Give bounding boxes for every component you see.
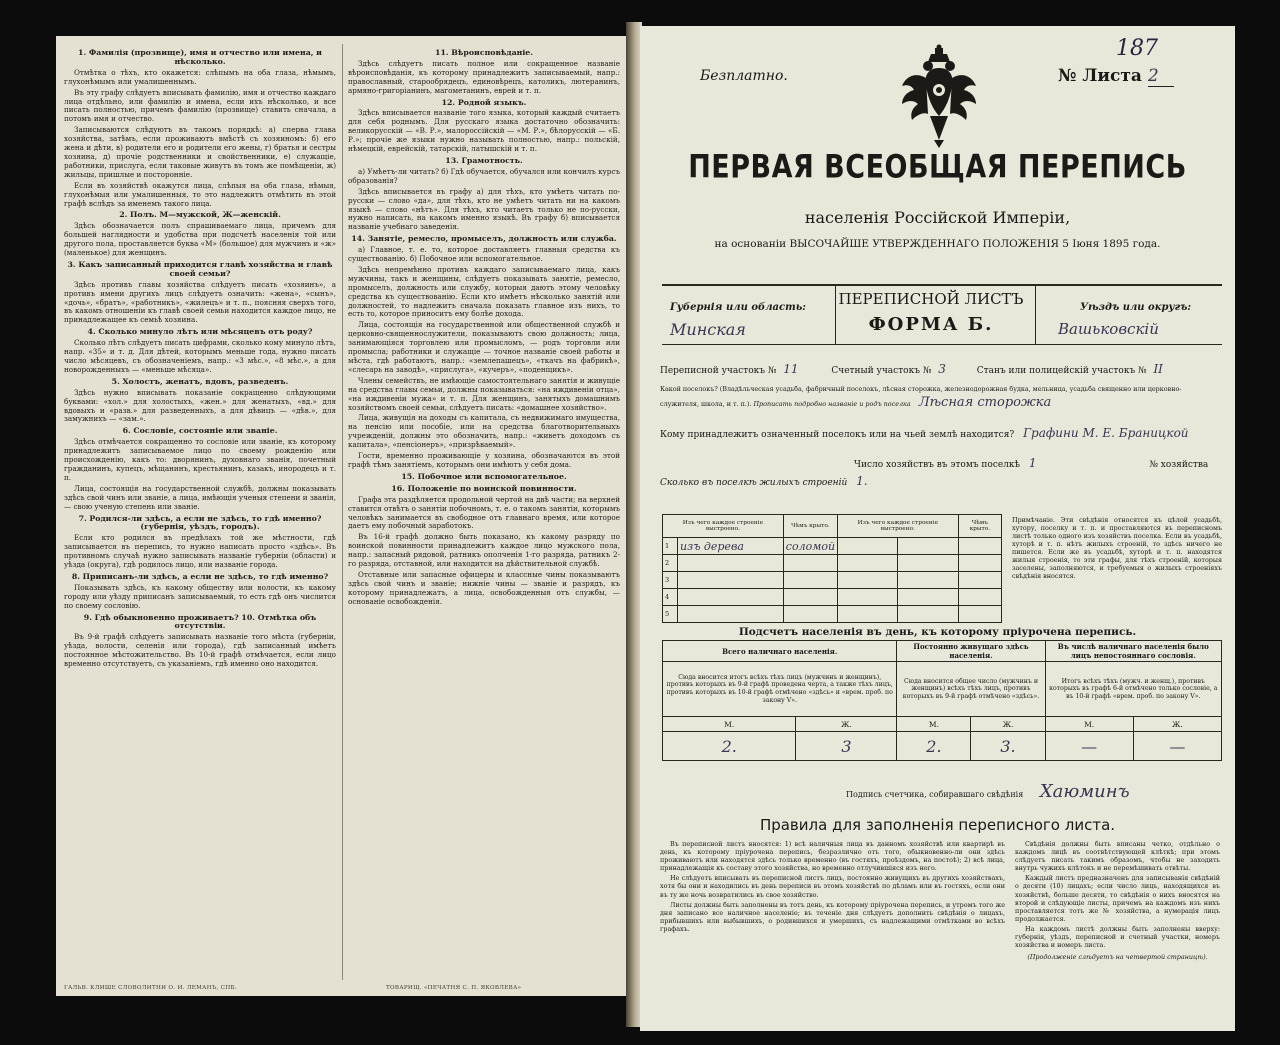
sector-value: 11: [783, 362, 799, 376]
rules-title: Правила для заполненія переписного листа.: [759, 816, 1116, 834]
building-empty-cell: [898, 572, 958, 589]
population-value: 3.: [971, 732, 1045, 761]
sector-label: Переписной участокъ №: [660, 366, 777, 376]
population-m-1: М.: [663, 717, 796, 732]
printer-credit-1: ГАЛЬВ. КЛИШЕ СЛОВОЛИТНИ О. И. ЛЕМАНЪ, СПБ.: [64, 985, 238, 991]
instruction-heading: 7. Родился-ли здѣсь, а если не здѣсь, то гдѣ именно? (губернія, уѣздъ, городъ).: [78, 513, 322, 532]
population-zh-3: Ж.: [1133, 717, 1221, 732]
header-bottom-rule: [662, 344, 1222, 345]
instruction-heading: 5. Холостъ, женатъ, вдовъ, разведенъ.: [111, 376, 289, 386]
sheet-number: [1058, 66, 1174, 87]
printer-credit-2: ТОВАРИЩ. «ПЕЧАТНЯ С. П. ЯКОВЛЕВА»: [386, 985, 522, 991]
instruction-paragraph: Здѣсь непремѣнно противъ каждаго записываемаго лица, какъ мужчины, такъ и женщины, слѣдуетъ показывать занятіе, ремесло, промыселъ, должность или службу, которыя даютъ этому человѣку средства къ существованію. Если кто имѣетъ нѣсколько занятій или должностей, то надлежитъ сначала показать главное изъ нихъ, то есть то, которое приноситъ ему болѣе дохода.: [348, 264, 620, 319]
instruction-paragraph: Графа эта раздѣляется продольной чертой на двѣ части; на верхней ставится отвѣтъ о занятіи побочномъ, т. е. о такомъ занятіи, которымъ человѣкъ занимается въ свободное отъ главнаго время, или которое даетъ ему побочный заработокъ.: [348, 494, 620, 531]
building-roof: [783, 555, 837, 572]
instruction-heading: 13. Грамотность.: [445, 155, 523, 165]
instruction-heading: 1. Фамилія (прозвище), имя и отчество или имена, и нѣсколько.: [78, 48, 322, 66]
rules-continuation: (Продолженіе слѣдуетъ на четвертой страницѣ).: [1027, 953, 1208, 962]
buildings-row: [663, 572, 1002, 589]
building-roof: [783, 572, 837, 589]
double-headed-eagle-icon: [898, 42, 980, 152]
census-decree: на основаніи ВЫСОЧАЙШЕ УТВЕРЖДЕННАГО ПОЛОЖЕНІЯ 5 Іюня 1895 года.: [714, 238, 1161, 250]
buildings-row: [663, 538, 1002, 555]
instruction-heading: 9. Гдѣ обыкновенно проживаетъ? 10. Отмѣтка объ отсутствіи.: [83, 612, 317, 631]
rule-paragraph: Не слѣдуетъ вписывать въ переписной листъ лицъ, постоянно живущихъ въ другихъ хозяйствахъ, хотя бы они и находились въ день переписи въ этомъ хозяйствѣ по дѣламъ или въ гостяхъ, если они въ ту же ночь возвратились въ свое хозяйство.: [660, 874, 1005, 899]
instruction-paragraph: а) Главное, т. е. то, которое доставляетъ главныя средства къ существованію. б) Побочное или вспомогательное.: [348, 245, 620, 264]
population-zh-2: Ж.: [971, 717, 1045, 732]
buildings-header-material-2: Изъ чего каждое строеніе выстроено.: [838, 515, 959, 538]
population-value: —: [1133, 732, 1221, 761]
instruction-heading: 6. Сословіе, состояніе или званіе.: [122, 426, 278, 436]
instruction-paragraph: Здѣсь нужно вписывать показаніе сокращенно слѣдующими буквами: «хол.» для холостыхъ, «жен.» для женатыхъ, «вд.» для вдовыхъ и «разв.» для разведенныхъ, а для дѣвицъ — «дѣв.», для замужнихъ — «зам.».: [64, 387, 336, 424]
building-roof: [783, 589, 837, 606]
instruction-paragraph: Въ 16-й графѣ должно быть показано, къ какому разряду по воинской повинности принадлежитъ каждое лицо мужского пола, напр.: запасный рядовой, ратникъ ополченія 1-го разряда, ратникъ 2-го разряда, отставной, или находится на дѣйствительной службѣ.: [348, 532, 620, 569]
population-header-total: Всего наличнаго населенія.: [663, 641, 897, 662]
building-empty-cell: [898, 606, 958, 623]
building-roof: [783, 606, 837, 623]
households-line: [854, 456, 1208, 470]
population-m-3: М.: [1045, 717, 1133, 732]
buildings-line: [660, 474, 868, 488]
instruction-heading: 2. Полъ. М—мужской, Ж—женскій.: [119, 210, 281, 220]
census-subtitle: населенія Россійской Имперіи,: [804, 208, 1071, 227]
building-number: 1: [663, 538, 678, 555]
population-m-2: М.: [897, 717, 971, 732]
building-empty-cell: [838, 555, 898, 572]
rules-column-2: [1015, 840, 1220, 961]
building-empty-cell: [838, 606, 898, 623]
population-value: 3: [796, 732, 897, 761]
building-empty-cell: [898, 555, 958, 572]
population-header-temporary: Въ числѣ наличнаго населенія было лицъ непостояннаго сословія.: [1045, 641, 1221, 662]
building-roof: соломой: [783, 538, 837, 555]
building-empty-cell: [898, 538, 958, 555]
population-desc-temporary: Итогъ всѣхъ тѣхъ (мужч. и женщ.), противъ которыхъ въ графѣ 6-й отмѣчено только сословіе, а въ 10-й графѣ «врем. проб. по закону V».: [1045, 662, 1221, 717]
instruction-paragraph: Сколько лѣтъ слѣдуетъ писать цифрами, сколько кому минуло лѣтъ, напр. «35» и т. д. Для дѣтей, которымъ меньше года, нужно писать число мѣсяцевъ, съ обозначеніемъ, напр.: «3 мѣс.», «8 мѣс.», а для новорожденныхъ — «меньше мѣсяца».: [64, 338, 336, 374]
building-empty-cell: [898, 589, 958, 606]
buildings-note: Примѣчаніе. Эти свѣдѣнія относятся къ цѣлой усадьбѣ, хутору, поселку и т. п. и проставляются въ переписномъ листѣ только одного изъ хозяйствъ поселка. Если въ усадьбѣ, хуторѣ и т. п. нѣтъ жилыхъ строеній, то здѣсь ничего не пишется. Если же въ усадьбѣ, хуторѣ и т. п. находятся жилыя строенія, то эти графы, для тѣхъ строеній, которыя заселены, заполняются, и требуемыя о жилыхъ строеніяхъ свѣдѣнія вносятся.: [1012, 516, 1222, 580]
building-empty-cell: [838, 572, 898, 589]
buildings-label: Сколько въ поселкѣ жилыхъ строеній: [660, 478, 848, 488]
right-page: [640, 26, 1235, 1031]
population-header-permanent: Постоянно живущаго здѣсь населенія.: [897, 641, 1045, 662]
buildings-header-roof-2: Чѣмъ крыто.: [958, 515, 1001, 538]
building-empty-cell: [958, 572, 1001, 589]
rule-paragraph: Въ переписной листъ вносятся: 1) всѣ наличныя лица въ данномъ хозяйствѣ или квартирѣ въ день, къ которому пріурочена перепись, безразлично отъ того, обыкновенно-ли они здѣсь проживаютъ или находятся здѣсь только временно (въ гостяхъ, проѣздомъ, на постоѣ); 2) всѣ лица, принадлежащія къ составу этого хозяйства, но временно отлучившіяся изъ него.: [660, 840, 1005, 873]
header-rule: [662, 284, 1222, 286]
owner-label: Кому принадлежитъ означенный поселокъ или на чьей землѣ находится?: [660, 430, 1015, 440]
instruction-heading: 16. Положеніе по воинской повинности.: [391, 483, 577, 493]
building-empty-cell: [958, 606, 1001, 623]
instruction-heading: 3. Какъ записанный приходится главѣ хозяйства и главѣ своей семьи?: [67, 259, 333, 278]
buildings-value: 1.: [856, 474, 868, 488]
building-material: [678, 572, 784, 589]
owner-line: [660, 426, 1189, 440]
households-label: Число хозяйствъ въ этомъ поселкѣ: [854, 460, 1020, 470]
census-sector-line: [660, 362, 1163, 376]
household-no-label: № хозяйства: [1149, 460, 1209, 470]
instruction-paragraph: Здѣсь обозначается полъ спрашиваемаго лица, причемъ для большей наглядности и удобства при подсчетѣ населенія той или другого пола, проставляется буква «М» (большое) для мужчинъ и «ж» (маленькое) для женщинъ.: [64, 221, 336, 258]
instruction-paragraph: Лица, состоящія на государственной или общественной службѣ и церковно-священнослужители, показываютъ свою должность; лица, занимающіяся торговлею или промысломъ, — родъ торговли или промысла; работники и служащіе — точное названіе своей работы и мѣста, гдѣ работаютъ, напр.: «землепашецъ», «ткачъ на фабрикѣ», «слесарь на заводѣ», «прислуга», «кучеръ», «поденщикъ».: [348, 320, 620, 374]
buildings-header-material: Изъ чего каждое строеніе выстроено.: [663, 515, 784, 538]
instruction-heading: 11. Вѣроисповѣданіе.: [435, 48, 533, 57]
census-title: ПЕРВАЯ ВСЕОБЩАЯ ПЕРЕПИСЬ: [688, 148, 1187, 187]
instruction-paragraph: Здѣсь вписывается названіе того языка, который каждый считаетъ для себя роднымъ. Для русскаго языка достаточно обозначить: великорусскій — «В. Р.», малороссійскій — «М. Р.», бѣлорусскій — «Б. Р.»; прочіе же языки нужно называть полностью, напр.: польскій, нѣмецкій, еврейскій, татарскій, латышскій и т. п.: [348, 108, 620, 154]
instruction-paragraph: Лица, состоящія на государственной службѣ, должны показывать здѣсь свой чинъ или званіе, а лица, имѣющія ученыя степени и званія, — свою ученую степень или званіе.: [64, 483, 336, 511]
building-empty-cell: [958, 538, 1001, 555]
instruction-heading: 8. Приписанъ-ли здѣсь, а если не здѣсь, то гдѣ именно?: [71, 571, 329, 581]
population-value: 2.: [897, 732, 971, 761]
instruction-heading: 14. Занятіе, ремесло, промыселъ, должность или служба.: [351, 234, 617, 244]
free-label: Безплатно.: [700, 68, 788, 84]
population-value: —: [1045, 732, 1133, 761]
instruction-paragraph: Лица, живущія на доходы съ капитала, съ недвижимаго имущества, на пенсію или пособіе, или на средства благотворительныхъ учрежденій, должны это обозначить, напр.: «живетъ доходомъ съ капитала», «пенсіонеръ», «призрѣваемый».: [348, 413, 620, 450]
signature-label: Подпись счетчика, собиравшаго свѣдѣнія: [846, 790, 1024, 799]
building-empty-cell: [958, 555, 1001, 572]
instruction-paragraph: Записываются слѣдуютъ въ такомъ порядкѣ: а) сперва глава хозяйства, затѣмъ, если проживаютъ вмѣстѣ съ хозяиномъ: б) его жена и дѣти, в) родители его и родители его жены, г) братья и сестры хозяина, д) прочіе родственники и свойственники, е) служащіе, работники, прислуга, если таковые живутъ въ томъ же помѣщеніи, ж) жильцы, пришлые и посторонніе.: [64, 125, 336, 179]
left-column-2: [348, 46, 620, 609]
building-material: [678, 606, 784, 623]
province-value: Минская: [670, 320, 746, 339]
buildings-row: [663, 606, 1002, 623]
population-value: 2.: [663, 732, 796, 761]
building-number: 2: [663, 555, 678, 572]
left-page: [56, 36, 628, 996]
instruction-paragraph: Здѣсь отмѣчается сокращенно то сословіе или званіе, къ которому принадлежитъ записываемое лицо по своему рожденію или происхожденію, какъ то: дворянинъ, духовнаго званія, почетный гражданинъ, купецъ, мѣщанинъ, крестьянинъ, казакъ, инородецъ и т. п.: [64, 437, 336, 482]
province-label: Губернія или область:: [670, 302, 806, 313]
building-number: 3: [663, 572, 678, 589]
count-sector-value: 3: [938, 362, 946, 376]
column-divider: [342, 44, 343, 980]
owner-value: Графини М. Е. Браницкой: [1023, 426, 1189, 440]
instruction-paragraph: Здѣсь вписывается въ графу а) для тѣхъ, кто умѣетъ читать по-русски — слово «да», для тѣхъ, кто не умѣетъ читать ни на какомъ языкѣ — слово «нѣтъ». Для тѣхъ, кто читаетъ только не по-русски, нужно написать, на какомъ именно языкѣ. Въ графу б) вписывается названіе учебнаго заведенія.: [348, 186, 620, 232]
signature-value: Хаюминъ: [1039, 781, 1130, 802]
instruction-paragraph: Показывать здѣсь, къ какому обществу или волости, къ какому городу или уѣзду приписанъ записываемый, то есть гдѣ онъ числится по своему сословію.: [64, 582, 336, 610]
instruction-paragraph: Здѣсь слѣдуетъ писать полное или сокращенное названіе вѣроисповѣданія, къ которому принадлежитъ записываемый, напр.: православный, старообрядецъ, единовѣрецъ, католикъ, лютеранинъ, армяно-григоріанинъ, магометанинъ, еврей и т. п.: [348, 58, 620, 95]
buildings-table: [662, 514, 1002, 623]
building-material: [678, 555, 784, 572]
stamp-number: 187: [1116, 36, 1158, 61]
building-empty-cell: [958, 589, 1001, 606]
building-number: 4: [663, 589, 678, 606]
population-table: [662, 640, 1222, 761]
settlement-value: Лѣсная сторожка: [918, 395, 1052, 410]
instruction-paragraph: Отмѣтка о тѣхъ, кто окажется: слѣпымъ на оба глаза, нѣмымъ, глухонѣмымъ или умалишеннымъ.: [64, 67, 336, 86]
count-sector-label: Счетный участокъ №: [831, 366, 932, 376]
uezd-label: Уѣздъ или округъ:: [1080, 302, 1192, 313]
instruction-paragraph: Члены семействъ, не имѣющіе самостоятельнаго занятія и живущіе на средства главы семьи, должны показываться: «на иждивеніи отца», «на иждивеніи мужа» и т. п. Для женщинъ, занятыхъ домашнимъ хозяйствомъ своей семьи, слѣдуетъ писать: «домашнее хозяйство».: [348, 375, 620, 412]
box-line-right: [1035, 284, 1036, 344]
instruction-heading: 12. Родной языкъ.: [441, 97, 527, 107]
buildings-row: [663, 555, 1002, 572]
left-column-1: [64, 46, 336, 671]
settlement-label: Какой поселокъ? (Владѣльческая усадьба, фабричный поселокъ, лѣсная сторожка, железнодорожная будка, мельница, усадьба священно или церковно-служителя, школа, и т. п.).: [660, 385, 1182, 408]
buildings-row: [663, 589, 1002, 606]
settlement-line: [660, 382, 1220, 411]
instruction-paragraph: а) Умѣетъ-ли читать? б) Гдѣ обучается, обучался или кончилъ курсъ образованія?: [348, 166, 620, 185]
instruction-heading: 15. Побочное или вспомогательное.: [401, 471, 567, 481]
rules-column-1: [660, 840, 1005, 935]
uezd-value: Вашьковскій: [1058, 320, 1159, 338]
sheet-number-value: 2: [1148, 66, 1174, 87]
population-desc-permanent: Сюда вносится общее число (мужчинъ и женщинъ) всѣхъ тѣхъ лицъ, противъ которыхъ въ 9-й графѣ отмѣчено «здѣсь».: [897, 662, 1045, 717]
form-title: ПЕРЕПИСНОЙ ЛИСТЪ: [838, 290, 1024, 308]
building-number: 5: [663, 606, 678, 623]
instruction-paragraph: Въ эту графу слѣдуетъ вписывать фамилію, имя и отчество каждаго лица отдѣльно, или фамилію и имена, если ихъ нѣсколько, и все писать полностью, причемъ фамилію (прозвище) ставить сначала, а потомъ имя и отчество.: [64, 87, 336, 124]
buildings-header-roof: Чѣмъ крыто.: [783, 515, 837, 538]
rule-paragraph: Листы должны быть заполнены въ тотъ день, къ которому пріурочена перепись, и утромъ того же дня записано все наличное населеніе; въ теченіе дня слѣдуетъ дополнить свѣдѣнія о лицахъ, прибывшихъ или выбывшихъ, о родившихся и умершихъ, съ надлежащими отмѣтками во всѣхъ графахъ.: [660, 900, 1005, 933]
settlement-hint: Прописать подробно названіе и родъ поселка: [753, 400, 911, 408]
building-material: [678, 589, 784, 606]
building-empty-cell: [838, 538, 898, 555]
rule-paragraph: Каждый листъ предназначенъ для записыванія свѣдѣній о десяти (10) лицахъ; если число лицъ, находящихся въ хозяйствѣ, больше десяти, то свѣдѣнія о нихъ вносятся на второй и слѣдующіе листы, причемъ на каждомъ изъ нихъ проставляется тотъ же № хозяйства, а нумерація лицъ продолжается.: [1015, 874, 1220, 923]
instruction-paragraph: Если кто родился въ предѣлахъ той же мѣстности, гдѣ записывается въ перепись, то нужно написать просто «здѣсь». Въ противномъ случаѣ нужно записывать названіе губерніи (области) и уѣзда (округа), гдѣ родилось лицо, или названіе города.: [64, 533, 336, 570]
rule-paragraph: На каждомъ листѣ должны быть заполнены вверху: губернія, уѣздъ, переписной и счетный участки, номеръ хозяйства и номеръ листа.: [1015, 924, 1220, 950]
households-value: 1: [1028, 456, 1037, 470]
instruction-paragraph: Отставные или запасные офицеры и классные чины показываютъ здѣсь свой чинъ и званіе; нижніе чины — званіе и разрядъ, къ которому принадлежатъ, а лица, освобожденныя отъ службы, — основаніе освобожденія.: [348, 569, 620, 606]
population-title: Подсчетъ населенія въ день, къ которому пріурочена перепись.: [738, 626, 1137, 638]
rule-paragraph: Свѣдѣнія должны быть вписаны четко, отдѣльно о каждомъ лицѣ въ соотвѣтствующей клѣткѣ; при этомъ слѣдуетъ писать такимъ образомъ, чтобы не заходить внутрь чужихъ клѣтокъ и не перемѣшивать отвѣты.: [1015, 840, 1220, 873]
instruction-paragraph: Въ 9-й графѣ слѣдуетъ записывать названіе того мѣста (губерніи, уѣзда, волости, селенія или города), гдѣ записанный имѣетъ постоянное мѣстожительство. Въ 10-й графѣ отмѣчается, если лицо временно отсутствуетъ, съ указаніемъ, гдѣ именно оно находится.: [64, 632, 336, 669]
building-empty-cell: [838, 589, 898, 606]
instruction-paragraph: Гости, временно проживающіе у хозяина, обозначаются въ этой графѣ тѣмъ занятіемъ, которымъ они имѣютъ у себя дома.: [348, 451, 620, 469]
instruction-heading: 4. Сколько минуло лѣтъ или мѣсяцевъ отъ роду?: [87, 327, 313, 337]
stan-value: II: [1153, 362, 1163, 376]
instruction-paragraph: Здѣсь противъ главы хозяйства слѣдуетъ писать «хозяинъ», а противъ имени другихъ лицъ слѣдуетъ означить: «жена», «сынъ», «дочь», «братъ», «работникъ», «жилецъ» и т. п., поясняя сверхъ того, въ какомъ отношеніи къ главѣ своей семьи находится каждое лицо, не принадлежащее къ семьѣ хозяина.: [64, 279, 336, 325]
enumerator-signature-line: [846, 781, 1130, 802]
sheet-number-label: № Листа: [1058, 66, 1142, 86]
population-zh-1: Ж.: [796, 717, 897, 732]
population-desc-total: Сюда вносится итогъ всѣхъ тѣхъ лицъ (мужчинъ и женщинъ), противъ которыхъ въ 9-й графѣ проведена черта, а также тѣхъ лицъ, противъ которыхъ въ 10-й графѣ отмѣчено «здѣсь» и «врем. проб. по закону V».: [663, 662, 897, 717]
building-material: изъ дерева: [678, 538, 784, 555]
form-subtitle: ФОРМА Б.: [868, 314, 994, 335]
instruction-paragraph: Если въ хозяйствѣ окажутся лица, слѣпыя на оба глаза, нѣмыя, глухонѣмыя или умалишенныя, то это надлежитъ отмѣтить въ этой графѣ вслѣдъ за именемъ такого лица.: [64, 180, 336, 208]
stan-label: Станъ или полицейскій участокъ №: [976, 366, 1147, 376]
